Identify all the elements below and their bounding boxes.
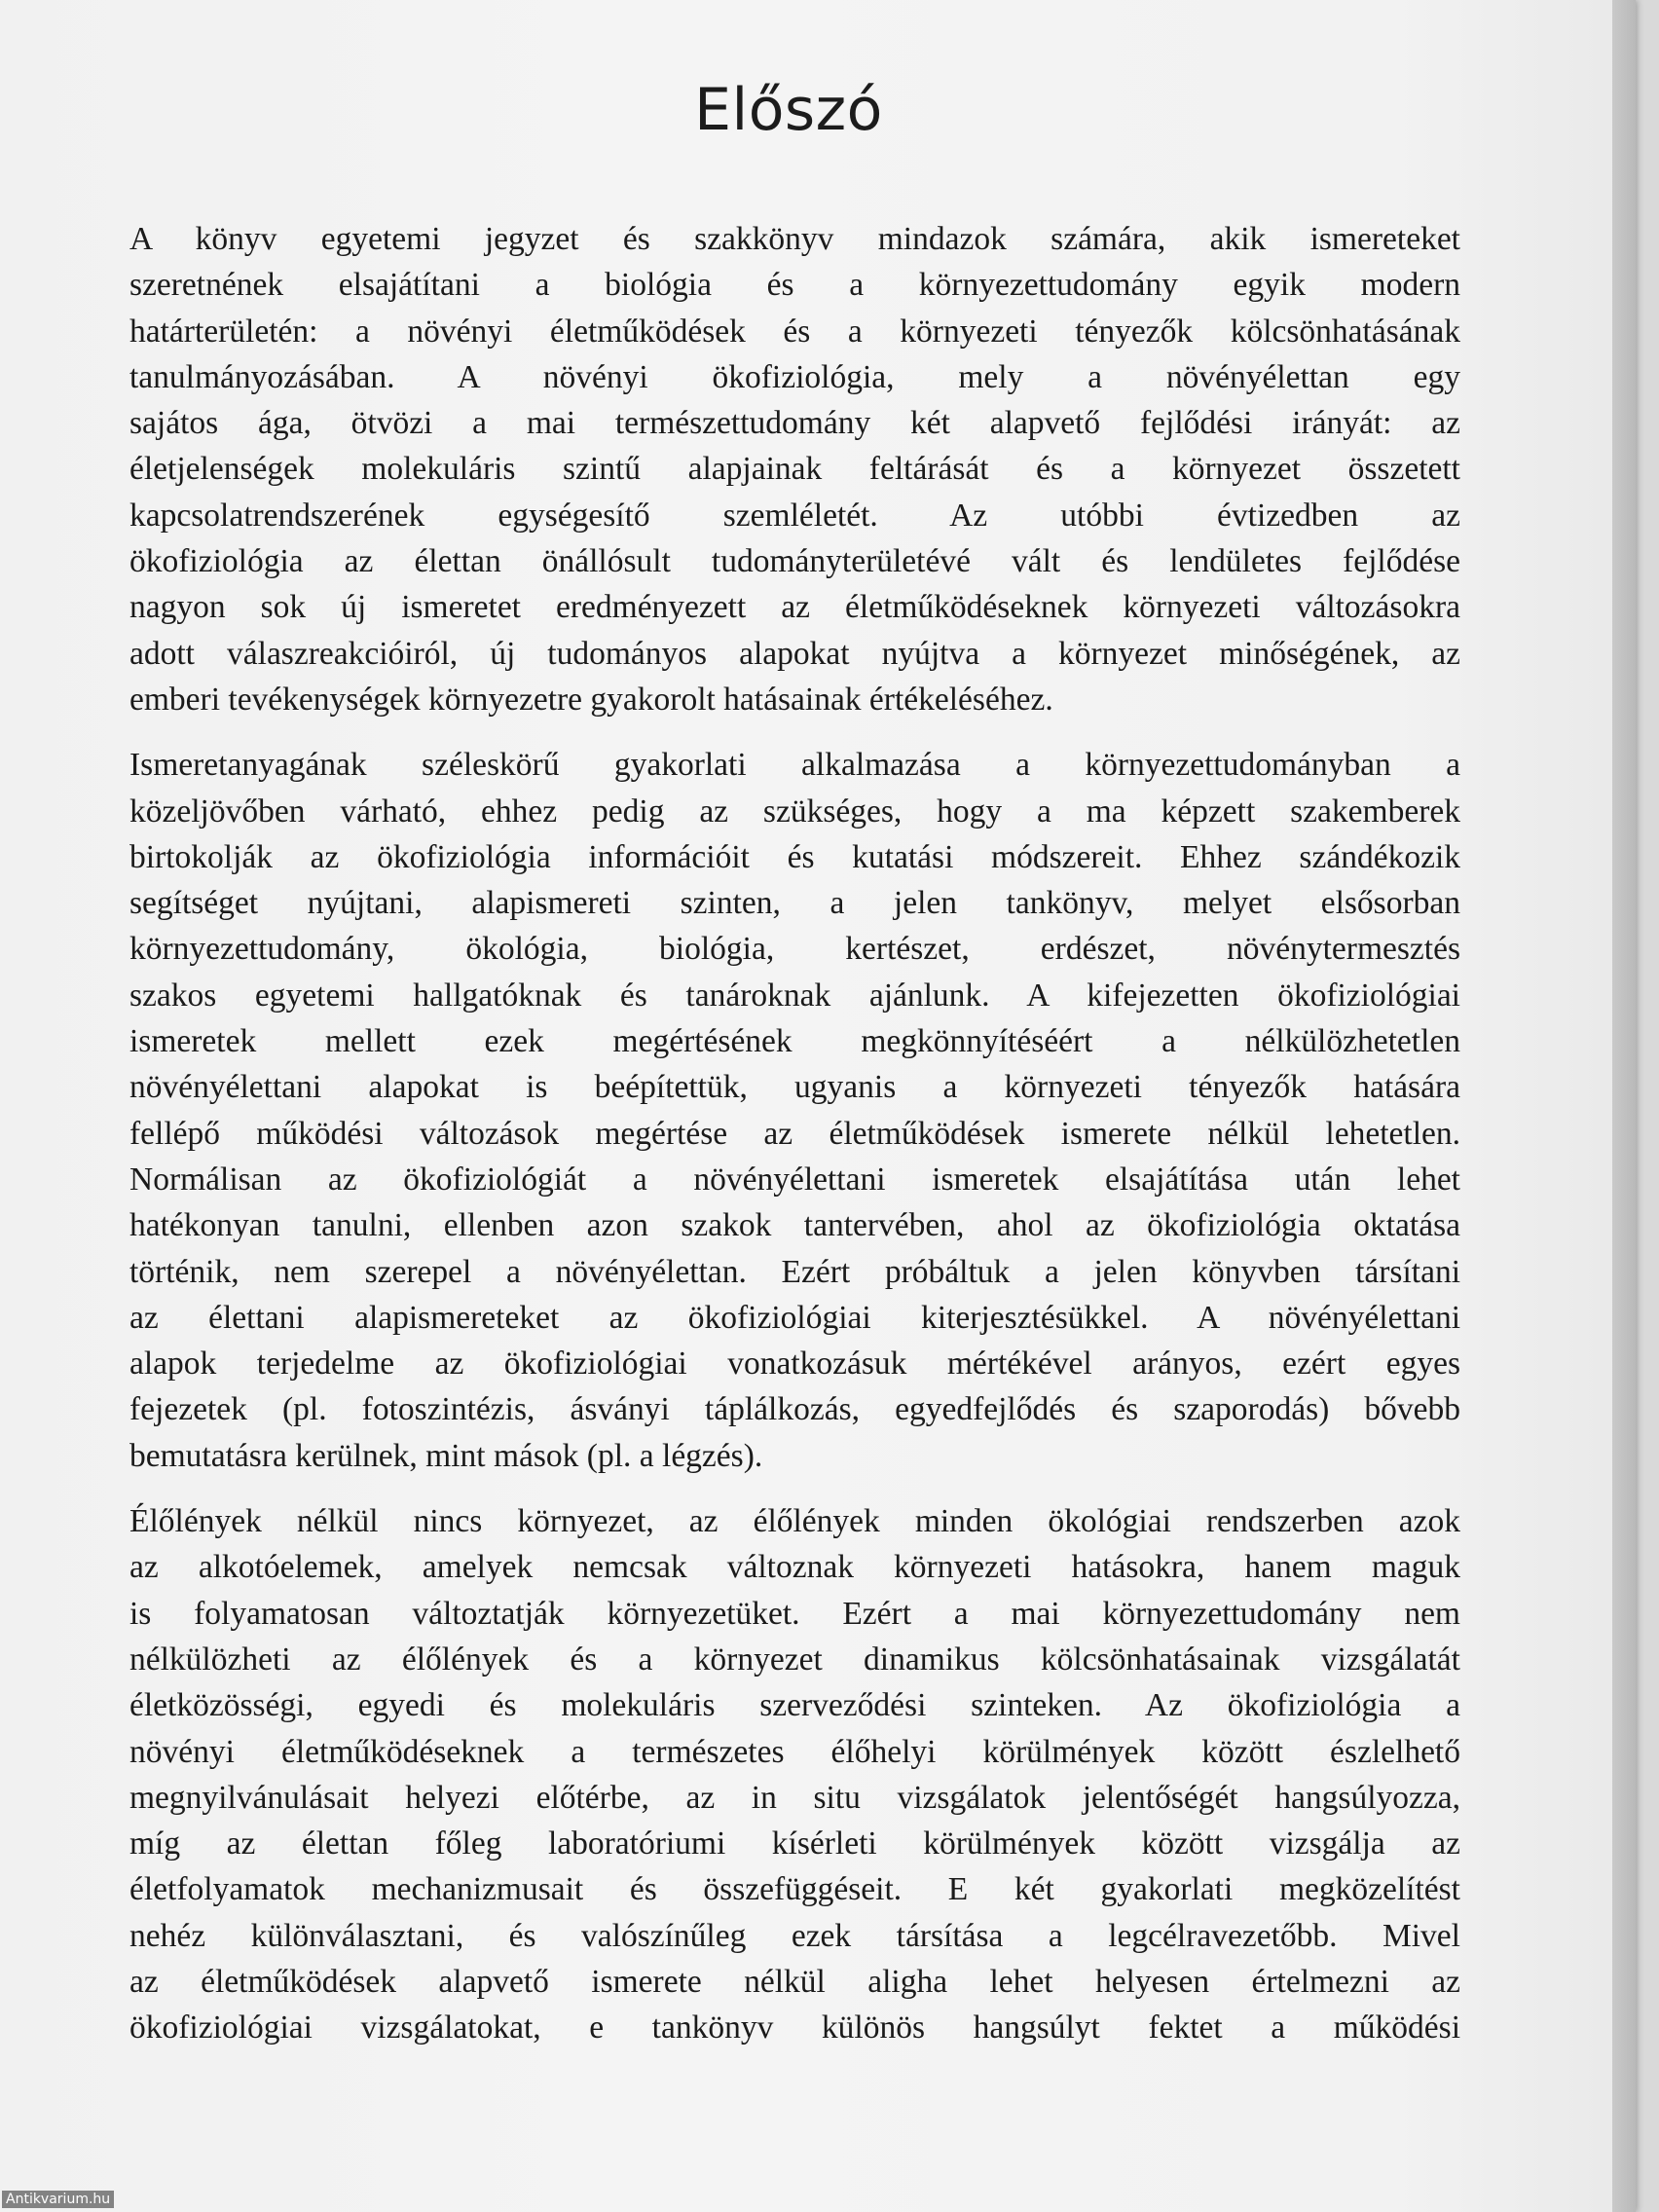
text-line: emberi tevékenységek környezetre gyakorolt hatásainak értékeléséhez. [129, 681, 1053, 718]
text-line: ökofiziológiai vizsgálatokat, e tankönyv különös hangsúlyt fektet a működési [129, 2009, 1460, 2046]
text-line: birtokolják az ökofiziológia információit és kutatási módszereit. Ehhez szándékozik [129, 838, 1460, 875]
text-line: is folyamatosan változtatják környezetüket. Ezért a mai környezettudomány nem [129, 1595, 1460, 1632]
text-line: tanulmányozásában. A növényi ökofiziológia, mely a növényélettan egy [129, 358, 1460, 395]
text-line: határterületén: a növényi életműködések és a környezeti tényezők kölcsönhatásának [129, 313, 1460, 350]
text-line: ökofiziológia az élettan önállósult tudományterületévé vált és lendületes fejlődése [129, 543, 1460, 580]
text-line: növényélettani alapokat is beépítettük, ugyanis a környezeti tényezők hatására [129, 1069, 1460, 1106]
text-line: alapok terjedelme az ökofiziológiai vonatkozásuk mértékével arányos, ezért egyes [129, 1346, 1460, 1382]
page-title: Előszó [694, 76, 883, 144]
body-text [129, 216, 1460, 2071]
text-line: életjelenségek molekuláris szintű alapjainak feltárását és a környezet összetett [129, 451, 1460, 488]
text-line: Normálisan az ökofiziológiát a növényélettani ismeretek elsajátítása után lehet [129, 1161, 1460, 1198]
text-line: A könyv egyetemi jegyzet és szakkönyv mindazok számára, akik ismereteket [129, 221, 1460, 257]
text-line: Ismeretanyagának széleskörű gyakorlati alkalmazása a környezettudományban a [129, 747, 1460, 784]
text-line: az élettani alapismereteket az ökofiziológiai kiterjesztésükkel. A növényélettani [129, 1299, 1460, 1336]
text-line: sajátos ága, ötvözi a mai természettudomány két alapvető fejlődési irányát: az [129, 405, 1460, 442]
paragraph-2 [129, 742, 1460, 1479]
text-line: fellépő működési változások megértése az életműködések ismerete nélkül lehetetlen. [129, 1115, 1460, 1152]
text-line: bemutatásra kerülnek, mint mások (pl. a légzés). [129, 1437, 763, 1474]
paragraph-3 [129, 1498, 1460, 2051]
text-line: nehéz különválasztani, és valószínűleg ezek társítása a legcélravezetőbb. Mivel [129, 1917, 1460, 1954]
text-line: míg az élettan főleg laboratóriumi kísérleti körülmények között vizsgálja az [129, 1825, 1460, 1862]
text-line: életfolyamatok mechanizmusait és összefüggéseit. E két gyakorlati megközelítést [129, 1871, 1460, 1908]
text-line: megnyilvánulásait helyezi előtérbe, az in situ vizsgálatok jelentőségét hangsúlyozza, [129, 1779, 1460, 1816]
text-line: nagyon sok új ismeretet eredményezett az életműködéseknek környezeti változásokra [129, 589, 1460, 626]
text-line: történik, nem szerepel a növényélettan. Ezért próbáltuk a jelen könyvben társítani [129, 1253, 1460, 1290]
text-line: növényi életműködéseknek a természetes élőhelyi körülmények között észlelhető [129, 1733, 1460, 1770]
page-edge [1612, 0, 1636, 2212]
text-line: közeljövőben várható, ehhez pedig az szükséges, hogy a ma képzett szakemberek [129, 793, 1460, 830]
text-line: ismeretek mellett ezek megértésének megkönnyítéséért a nélkülözhetetlen [129, 1023, 1460, 1060]
text-line: szeretnének elsajátítani a biológia és a környezettudomány egyik modern [129, 267, 1460, 304]
text-line: hatékonyan tanulni, ellenben azon szakok tantervében, ahol az ökofiziológia oktatása [129, 1207, 1460, 1244]
text-line: kapcsolatrendszerének egységesítő szemléletét. Az utóbbi évtizedben az [129, 497, 1460, 534]
text-line: adott válaszreakcióiról, új tudományos alapokat nyújtva a környezet minőségének, az [129, 635, 1460, 672]
text-line: segítséget nyújtani, alapismereti szinten, a jelen tankönyv, melyet elsősorban [129, 885, 1460, 922]
paragraph-1 [129, 216, 1460, 722]
text-line: Élőlények nélkül nincs környezet, az élőlények minden ökológiai rendszerben azok [129, 1503, 1460, 1540]
text-line: fejezetek (pl. fotoszintézis, ásványi táplálkozás, egyedfejlődés és szaporodás) bővebb [129, 1391, 1460, 1428]
watermark: Antikvarium.hu [2, 2191, 114, 2208]
text-line: az alkotóelemek, amelyek nemcsak változnak környezeti hatásokra, hanem maguk [129, 1549, 1460, 1586]
text-line: az életműködések alapvető ismerete nélkül aligha lehet helyesen értelmezni az [129, 1963, 1460, 2000]
text-line: szakos egyetemi hallgatóknak és tanároknak ajánlunk. A kifejezetten ökofiziológiai [129, 977, 1460, 1014]
text-line: életközösségi, egyedi és molekuláris szerveződési szinteken. Az ökofiziológia a [129, 1687, 1460, 1724]
text-line: nélkülözheti az élőlények és a környezet dinamikus kölcsönhatásainak vizsgálatát [129, 1641, 1460, 1677]
text-line: környezettudomány, ökológia, biológia, kertészet, erdészet, növénytermesztés [129, 931, 1460, 968]
